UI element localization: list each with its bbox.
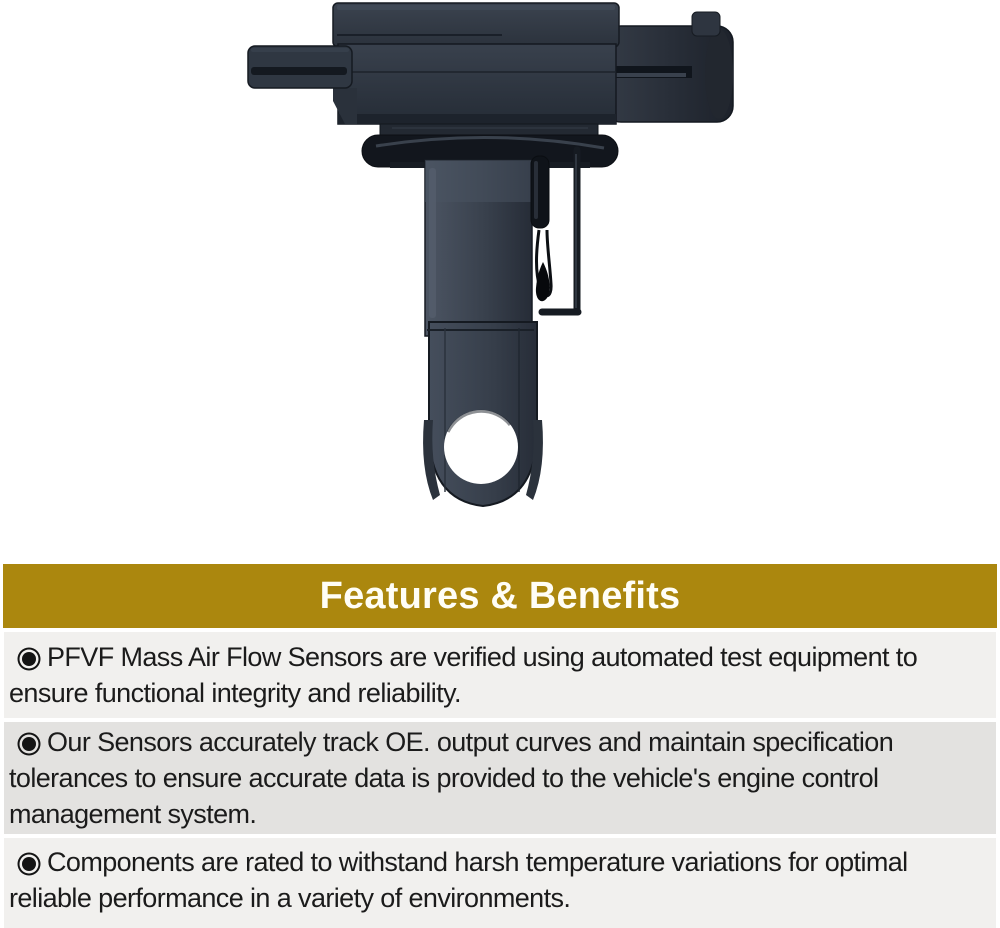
sensor-tube (425, 160, 532, 336)
feature-row (4, 632, 996, 718)
bullet-icon (22, 857, 36, 871)
sensor-housing-lid (333, 3, 619, 47)
banner-title: Features & Benefits (319, 574, 681, 617)
feature-row (4, 722, 996, 834)
mass-air-flow-sensor-image (240, 0, 760, 560)
feature-text: PFVF Mass Air Flow Sensors are verified using automated test equipment to ensure functional integrity and reliability. (9, 642, 918, 708)
feature-row (4, 838, 996, 928)
sensing-element (531, 150, 578, 312)
connector-plug (605, 12, 733, 122)
feature-text: Components are rated to withstand harsh temperature variations for optimal reliable performance in a variety of environments. (9, 847, 908, 913)
bullet-icon (22, 737, 36, 751)
features-list (0, 632, 1000, 928)
bullet-icon (22, 652, 36, 666)
feature-text: Our Sensors accurately track OE. output curves and maintain specification tolerances to ensure accurate data is provided to the vehicle's engine control management system. (9, 727, 894, 829)
sensor-housing-body (333, 44, 616, 124)
tube-sleeve (423, 322, 543, 506)
features-benefits-banner (3, 564, 997, 628)
mounting-tab (248, 46, 352, 88)
